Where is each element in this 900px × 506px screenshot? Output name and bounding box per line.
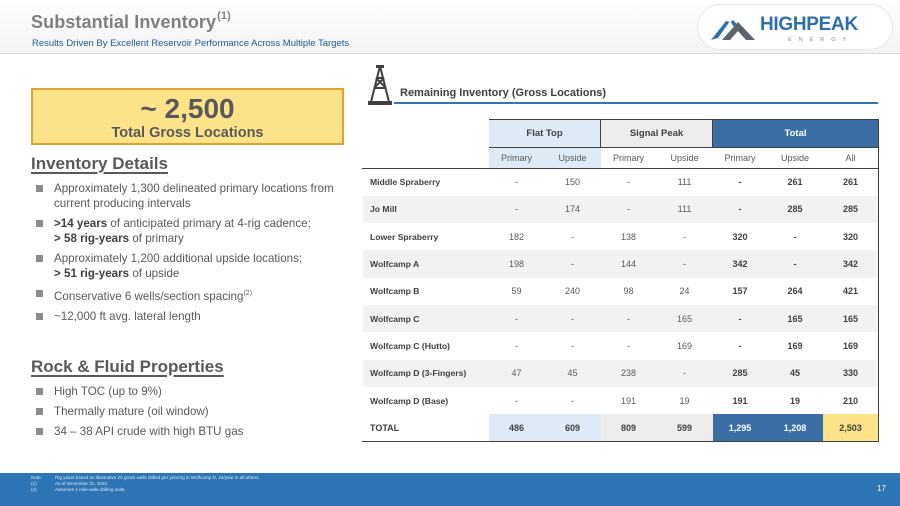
- table-cell: 240: [545, 278, 601, 305]
- list-item: Conservative 6 wells/section spacing$^{(2)}$: [36, 286, 336, 304]
- group-header-total: Total: [713, 120, 879, 148]
- table-cell: 19: [657, 387, 713, 414]
- bullet-square-icon: [36, 313, 43, 320]
- row-label: Wolfcamp D (Base): [363, 387, 489, 414]
- footnote: (1) As of December 31, 2022.: [31, 481, 109, 486]
- total-label: TOTAL: [363, 414, 489, 441]
- table-row: [363, 332, 879, 359]
- table-cell: 421: [823, 278, 879, 305]
- total-cell: 486: [489, 414, 545, 441]
- table-cell: 111: [657, 169, 713, 196]
- table-cell: 342: [823, 250, 879, 277]
- inventory-details-heading: Inventory Details: [31, 154, 168, 173]
- table-cell: -: [713, 305, 768, 332]
- total-cell: 599: [657, 414, 713, 441]
- table-cell: 191: [713, 387, 768, 414]
- table-cell: -: [657, 360, 713, 387]
- column-header: Upside: [768, 148, 823, 169]
- table-cell: 111: [657, 196, 713, 223]
- title-divider: [394, 102, 878, 104]
- table-row: [363, 196, 879, 223]
- bullet-square-icon: [36, 255, 43, 262]
- table-cell: 169: [768, 332, 823, 359]
- table-cell: 98: [601, 278, 657, 305]
- list-item: ~12,000 ft avg. lateral length: [36, 309, 336, 324]
- list-item: Approximately 1,200 additional upside locations; > 51 rig-years of upside: [36, 251, 336, 281]
- page-title: Substantial Inventory$^{(1)}$: [31, 10, 231, 32]
- table-cell: 182: [489, 223, 545, 250]
- row-label: Jo Mill: [363, 196, 489, 223]
- bullet-square-icon: [36, 388, 43, 395]
- table-cell: 261: [823, 169, 879, 196]
- total-locations-callout: [31, 88, 344, 145]
- table-cell: 191: [601, 387, 657, 414]
- table-cell: 138: [601, 223, 657, 250]
- footnotes: [31, 475, 260, 493]
- table-row: [363, 387, 879, 414]
- rock-fluid-heading: Rock & Fluid Properties: [31, 357, 224, 376]
- table-cell: 165: [657, 305, 713, 332]
- table-cell: 150: [545, 169, 601, 196]
- table-cell: -: [545, 387, 601, 414]
- table-cell: -: [601, 305, 657, 332]
- table-cell: -: [489, 305, 545, 332]
- table-cell: 198: [489, 250, 545, 277]
- table-cell: -: [601, 332, 657, 359]
- table-cell: 45: [545, 360, 601, 387]
- table-cell: 144: [601, 250, 657, 277]
- table-cell: 330: [823, 360, 879, 387]
- table-cell: -: [601, 169, 657, 196]
- table-cell: 342: [713, 250, 768, 277]
- table-row: [363, 169, 879, 196]
- list-item: Thermally mature (oil window): [36, 404, 336, 419]
- list-item: >14 years of anticipated primary at 4-rig cadence; > 58 rig-years of primary: [36, 216, 336, 246]
- table-cell: 210: [823, 387, 879, 414]
- inventory-table: [362, 119, 879, 442]
- table-cell: 165: [823, 305, 879, 332]
- group-header-signal-peak: Signal Peak: [601, 120, 713, 148]
- row-label: Wolfcamp B: [363, 278, 489, 305]
- column-header: Upside: [657, 148, 713, 169]
- table-cell: 45: [768, 360, 823, 387]
- oil-rig-icon: [367, 64, 393, 106]
- row-label: Middle Spraberry: [363, 169, 489, 196]
- table-cell: -: [713, 332, 768, 359]
- table-cell: 47: [489, 360, 545, 387]
- page-subtitle: Results Driven By Excellent Reservoir Performance Across Multiple Targets: [32, 38, 350, 49]
- total-row: [363, 414, 879, 441]
- table-cell: 169: [657, 332, 713, 359]
- row-label: Wolfcamp A: [363, 250, 489, 277]
- table-row: [363, 360, 879, 387]
- group-header-flat-top: Flat Top: [489, 120, 601, 148]
- table-cell: -: [489, 169, 545, 196]
- column-header: Upside: [545, 148, 601, 169]
- table-cell: -: [657, 223, 713, 250]
- total-cell: 809: [601, 414, 657, 441]
- table-cell: -: [545, 250, 601, 277]
- table-row: [363, 223, 879, 250]
- table-cell: 285: [713, 360, 768, 387]
- table-cell: 320: [823, 223, 879, 250]
- logo-subtext: ENERGY: [788, 37, 854, 43]
- page-number: 17: [877, 484, 886, 493]
- company-logo: [697, 4, 893, 50]
- row-label: Lower Spraberry: [363, 223, 489, 250]
- table-cell: -: [768, 223, 823, 250]
- bullet-square-icon: [36, 185, 43, 192]
- bullet-square-icon: [36, 408, 43, 415]
- table-cell: 157: [713, 278, 768, 305]
- subheader-blank: [363, 148, 489, 169]
- table-cell: -: [657, 250, 713, 277]
- inventory-details-list: [36, 181, 336, 329]
- table-row: [363, 278, 879, 305]
- list-item: 34 – 38 API crude with high BTU gas: [36, 424, 336, 439]
- list-item: Approximately 1,300 delineated primary locations from current producing intervals: [36, 181, 336, 211]
- table-cell: 59: [489, 278, 545, 305]
- row-label: Wolfcamp C (Hutto): [363, 332, 489, 359]
- list-item: High TOC (up to 9%): [36, 384, 336, 399]
- table-cell: 285: [768, 196, 823, 223]
- footnote: Note: Rig years based on illustrative 20 gross wells drilled per year/rig in Wolfcamp D, 24/year in all others.: [31, 475, 260, 480]
- table-cell: -: [489, 332, 545, 359]
- title-footnote: (1): [217, 10, 231, 22]
- table-cell: -: [545, 305, 601, 332]
- table-cell: 169: [823, 332, 879, 359]
- bullet-square-icon: [36, 290, 43, 297]
- table-row: [363, 250, 879, 277]
- table-cell: -: [489, 387, 545, 414]
- table-cell: 320: [713, 223, 768, 250]
- column-header: Primary: [601, 148, 657, 169]
- table-title: Remaining Inventory (Gross Locations): [400, 87, 606, 99]
- table-cell: -: [489, 196, 545, 223]
- row-label: Wolfcamp D (3-Fingers): [363, 360, 489, 387]
- table-cell: -: [545, 332, 601, 359]
- total-cell: 1,295: [713, 414, 768, 441]
- column-header: Primary: [713, 148, 768, 169]
- table-cell: 285: [823, 196, 879, 223]
- total-cell: 609: [545, 414, 601, 441]
- table-corner: [363, 120, 489, 148]
- mountain-logo-icon: [708, 10, 758, 46]
- row-label: Wolfcamp C: [363, 305, 489, 332]
- table-cell: -: [545, 223, 601, 250]
- total-cell: 1,208: [768, 414, 823, 441]
- bullet-square-icon: [36, 428, 43, 435]
- logo-wordmark: HIGHPEAK: [760, 14, 858, 35]
- table-cell: 24: [657, 278, 713, 305]
- table-cell: 174: [545, 196, 601, 223]
- column-header: All: [823, 148, 879, 169]
- table-cell: -: [713, 169, 768, 196]
- callout-number: ~ 2,500: [140, 93, 235, 124]
- footnote: (2) Assumes 1-mile-wide drilling units.: [31, 487, 126, 492]
- rock-fluid-list: [36, 384, 336, 444]
- table-cell: 264: [768, 278, 823, 305]
- callout-label: Total Gross Locations: [111, 125, 264, 141]
- table-cell: -: [713, 196, 768, 223]
- bullet-square-icon: [36, 220, 43, 227]
- grand-total-cell: 2,503: [823, 414, 879, 441]
- table-cell: 19: [768, 387, 823, 414]
- table-cell: 261: [768, 169, 823, 196]
- table-row: [363, 305, 879, 332]
- table-cell: -: [768, 250, 823, 277]
- table-cell: 165: [768, 305, 823, 332]
- column-header: Primary: [489, 148, 545, 169]
- table-cell: 238: [601, 360, 657, 387]
- table-cell: -: [601, 196, 657, 223]
